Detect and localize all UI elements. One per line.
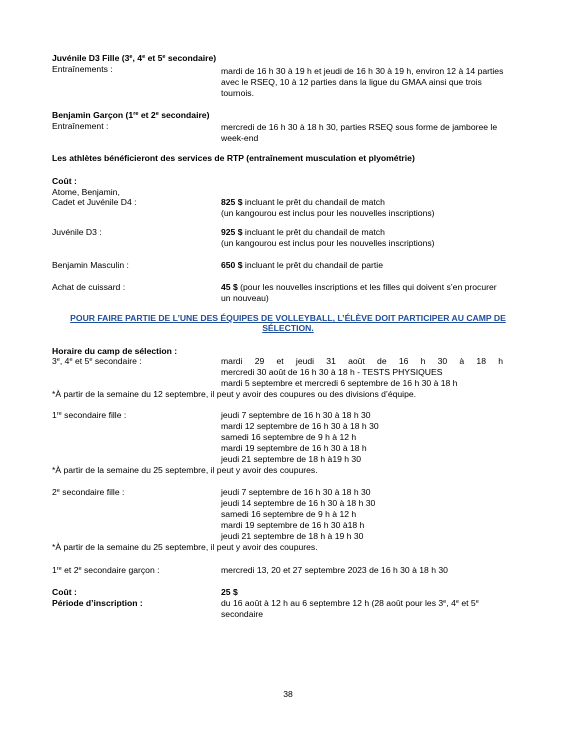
camp-g2-line-2: mardi 12 septembre de 16 h 30 à 18 h 30 [221,421,379,431]
cout-cat4-label: Achat de cuissard : [52,282,126,292]
cout-cat4-desc2: un nouveau) [221,293,269,303]
cout-cat3-price: 650 $ [221,260,243,270]
camp-g3-note: *À partir de la semaine du 25 septembre, il peut y avoir des coupures. [52,542,318,552]
camp-title: Horaire du camp de sélection : [52,346,178,356]
camp-g2-label: 1re secondaire fille : [52,410,127,420]
camp-g3-line-4: mardi 19 septembre de 16 h 30 à18 h [221,520,365,530]
camp-g1-note: *À partir de la semaine du 12 septembre, il peut y avoir des coupures ou des divisions d’équipe. [52,389,417,399]
cout-cat2-price: 925 $ [221,227,243,237]
cout-cat1-label-line1: Atome, Benjamin, [52,187,120,197]
camp-g1-label: 3e, 4e et 5e secondaire : [52,356,142,366]
benjamin-garcon-label: Entraînement : [52,121,109,131]
camp-g3-line-5: jeudi 21 septembre de 18 h à 19 h 30 [221,531,364,541]
periode-label: Période d’inscription : [52,598,143,608]
cout-cat2-desc2: (un kangourou est inclus pour les nouvelles inscriptions) [221,238,435,248]
cout-cat1-label-line2: Cadet et Juvénile D4 : [52,197,137,207]
cout-cat1-price: 825 $ [221,197,243,207]
rtp-note: Les athlètes bénéficieront des services de RTP (entraînement musculation et plyométrie) [52,153,415,163]
cout-cat2-desc: 925 $ incluant le prêt du chandail de match [221,227,385,237]
periode-line-1: du 16 août à 12 h au 6 septembre 12 h (28 août pour les 3e, 4e et 5e [221,598,479,608]
cout-cat2-label: Juvénile D3 : [52,227,102,237]
camp-cout-value: 25 $ [221,587,238,597]
cout-cat3-desc: 650 $ incluant le prêt du chandail de partie [221,260,383,270]
page-number: 38 [283,689,293,699]
camp-g4-line: mercredi 13, 20 et 27 septembre 2023 de 16 h 30 à 18 h 30 [221,565,448,575]
cout-cat4-desc: 45 $ (pour les nouvelles inscriptions et les filles qui doivent s’en procurer [221,282,497,292]
camp-g2-line-4: mardi 19 septembre de 16 h 30 à 18 h [221,443,367,453]
camp-g2-line-1: jeudi 7 septembre de 16 h 30 à 18 h 30 [221,410,371,420]
benjamin-garcon-heading: Benjamin Garçon (1re et 2e secondaire) [52,110,210,120]
d3-fille-label: Entraînements : [52,64,113,74]
camp-g2-note: *À partir de la semaine du 25 septembre, il peut y avoir des coupures. [52,465,318,475]
camp-g1-line-2: mercredi 30 août de 16 h 30 à 18 h - TESTS PHYSIQUES [221,367,443,377]
d3-fille-line-2: avec le RSEQ, 10 à 12 parties dans la ligue du GMAA ainsi que trois [221,77,482,87]
cout-cat3-label: Benjamin Masculin : [52,260,129,270]
camp-g3-line-2: jeudi 14 septembre de 16 h 30 à 18 h 30 [221,498,376,508]
camp-g2-line-3: samedi 16 septembre de 9 h à 12 h [221,432,357,442]
cout-cat1-desc: 825 $ incluant le prêt du chandail de match [221,197,385,207]
camp-g2-line-5: jeudi 21 septembre de 18 h à19 h 30 [221,454,361,464]
cout-cat4-price: 45 $ [221,282,238,292]
periode-line-2: secondaire [221,609,264,619]
camp-g3-line-3: samedi 16 septembre de 9 h à 12 h [221,509,357,519]
camp-g4-label: 1re et 2e secondaire garçon : [52,565,160,575]
camp-cout-label: Coût : [52,587,77,597]
camp-g3-label: 2e secondaire fille : [52,487,125,497]
d3-fille-line-1: mardi de 16 h 30 à 19 h et jeudi de 16 h 30 à 19 h, environ 12 à 14 parties [221,66,504,76]
d3-fille-line-3: tournois. [221,88,254,98]
selection-camp-notice: POUR FAIRE PARTIE DE L’UNE DES ÉQUIPES DE VOLLEYBALL, L’ÉLÈVE DOIT PARTICIPER AU CAMP DE SÉLECTION. [70,313,506,334]
camp-g1-line-1: mardi 29 et jeudi 31 août de 16 h 30 à 18 h [221,356,503,366]
cout-cat1-desc2: (un kangourou est inclus pour les nouvelles inscriptions) [221,208,435,218]
benjamin-garcon-line-2: week-end [221,133,259,143]
camp-g3-line-1: jeudi 7 septembre de 16 h 30 à 18 h 30 [221,487,371,497]
cout-title: Coût : [52,176,77,186]
camp-g1-line-3: mardi 5 septembre et mercredi 6 septembre de 16 h 30 à 18 h [221,378,458,388]
d3-fille-heading: Juvénile D3 Fille (3e, 4e et 5e secondaire) [52,53,217,63]
benjamin-garcon-line-1: mercredi de 16 h 30 à 18 h 30, parties RSEQ sous forme de jamboree le [221,122,498,132]
